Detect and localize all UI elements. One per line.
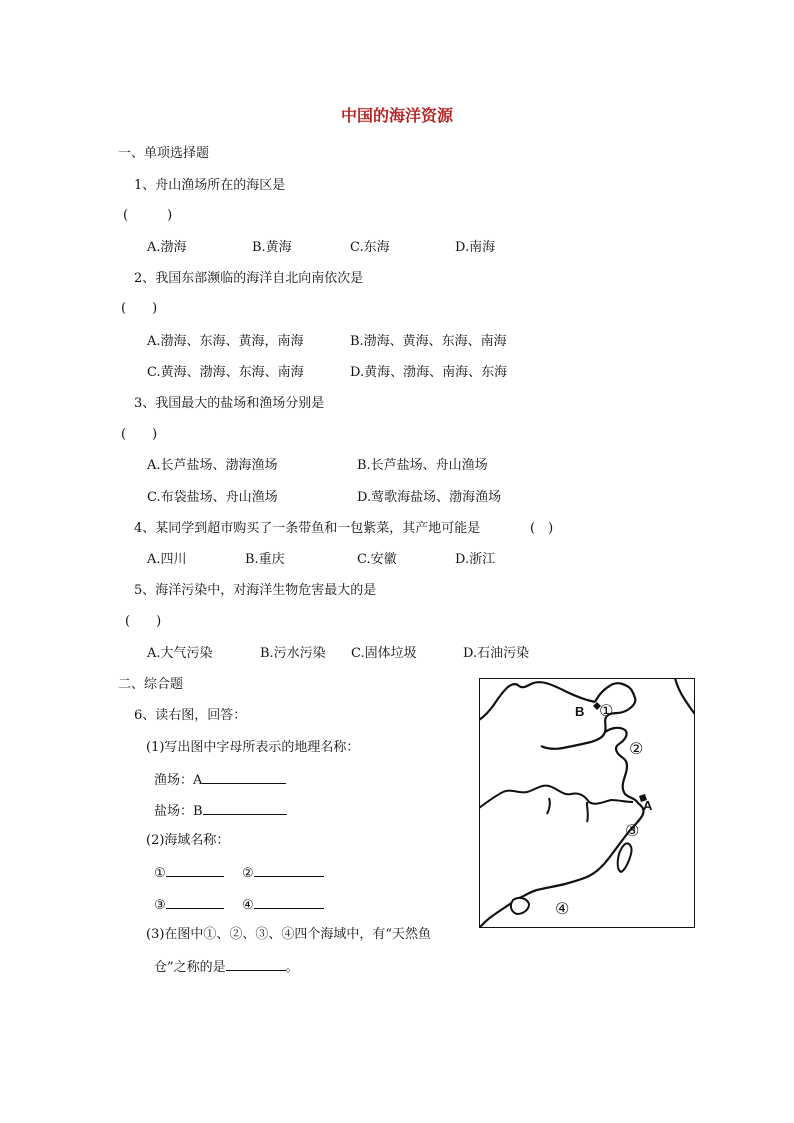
question-4-option-b: B.重庆 <box>245 552 285 567</box>
fishery-answer-row <box>154 771 286 789</box>
document-title: 中国的海洋资源 <box>340 106 453 125</box>
question-1-option-d: D.南海 <box>455 240 496 255</box>
saltfield-label: 盐场：B <box>154 804 203 819</box>
question-3-option-a: A.长芦盐场、渤海渔场 <box>147 458 278 473</box>
sea-area-1-label: ① <box>154 866 166 881</box>
question-3-option-b: B.长芦盐场、舟山渔场 <box>357 458 488 473</box>
question-5-option-b: B.污水污染 <box>260 646 326 661</box>
sea-area-4-label: ④ <box>241 898 254 913</box>
question-3-option-c: C.布袋盐场、舟山渔场 <box>147 490 278 505</box>
saltfield-blank[interactable] <box>203 802 287 815</box>
saltfield-answer-row <box>154 802 287 820</box>
fish-warehouse-blank[interactable] <box>226 958 286 971</box>
question-1-answer-paren: ( ) <box>123 208 173 223</box>
question-3-answer-paren: ( ) <box>121 427 158 442</box>
question-2-option-c: C.黄海、渤海、东海、南海 <box>147 365 304 380</box>
sea-area-row-1 <box>154 864 324 882</box>
river-branch-2 <box>587 802 588 822</box>
question-5-option-d: D.石油污染 <box>463 646 530 661</box>
question-3-stem: 3、我国最大的盐场和渔场分别是 <box>134 396 325 411</box>
question-5-option-c: C.固体垃圾 <box>351 646 417 661</box>
question-2-stem: 2、我国东部濒临的海洋自北向南依次是 <box>134 271 364 286</box>
question-1-option-c: C.东海 <box>350 240 390 255</box>
sea-marker-3: ③ <box>625 821 640 840</box>
question-2-option-a: A.渤海、东海、黄海，南海 <box>147 334 304 349</box>
question-4-option-a: A.四川 <box>147 552 187 567</box>
question-5-answer-paren: ( ) <box>125 614 162 629</box>
question-6-part-3-line-1: (3)在图中①、②、③、④四个海域中，有“天然鱼 <box>146 927 432 942</box>
question-5-stem: 5、海洋污染中，对海洋生物危害最大的是 <box>134 583 377 598</box>
question-2-option-d: D.黄海、渤海、南海、东海 <box>350 365 508 380</box>
question-1-option-a: A.渤海 <box>147 240 187 255</box>
sea-area-3-label: ③ <box>154 898 166 913</box>
question-3-option-d: D.莺歌海盐场、渤海渔场 <box>357 490 502 505</box>
map-label-a: A <box>643 798 653 813</box>
china-sea-map <box>479 678 695 928</box>
sea-area-4-blank[interactable] <box>254 896 324 909</box>
sea-area-1-blank[interactable] <box>166 864 224 877</box>
map-label-b: B <box>575 704 585 719</box>
fishery-blank[interactable] <box>202 771 286 784</box>
sea-marker-2: ② <box>629 739 644 758</box>
sea-area-2-label: ② <box>241 866 254 881</box>
section-heading-comprehensive: 二、综合题 <box>118 677 184 692</box>
question-6-stem: 6、读右图，回答： <box>134 708 247 723</box>
question-1-stem: 1、舟山渔场所在的海区是 <box>134 178 286 193</box>
question-4-option-c: C.安徽 <box>357 552 397 567</box>
fish-warehouse-question: 仓”之称的是 <box>154 960 226 975</box>
sea-area-3-blank[interactable] <box>166 896 224 909</box>
fishery-label: 渔场：A <box>154 773 203 788</box>
question-1-option-b: B.黄海 <box>252 240 292 255</box>
question-2-answer-paren: ( ) <box>121 301 158 316</box>
fish-warehouse-period: 。 <box>285 960 299 975</box>
sea-area-2-blank[interactable] <box>254 864 324 877</box>
question-2-option-b: B.渤海、黄海、东海、南海 <box>350 334 507 349</box>
sea-marker-4: ④ <box>555 899 570 918</box>
question-6-part-3-line-2 <box>154 958 299 976</box>
question-4-option-d: D.浙江 <box>455 552 496 567</box>
question-5-option-a: A.大气污染 <box>147 646 213 661</box>
question-6-part-1: (1)写出图中字母所表示的地理名称： <box>146 740 360 755</box>
section-heading-choice: 一、单项选择题 <box>118 146 210 161</box>
question-4-answer-paren: ( ) <box>530 521 554 536</box>
sea-marker-1: ① <box>599 701 614 720</box>
sea-area-row-2 <box>154 896 324 914</box>
question-6-part-2: (2)海域名称： <box>146 833 230 848</box>
question-4-stem: 4、某同学到超市购买了一条带鱼和一包紫菜，其产地可能是 <box>134 521 481 536</box>
hainan-island <box>511 898 529 914</box>
